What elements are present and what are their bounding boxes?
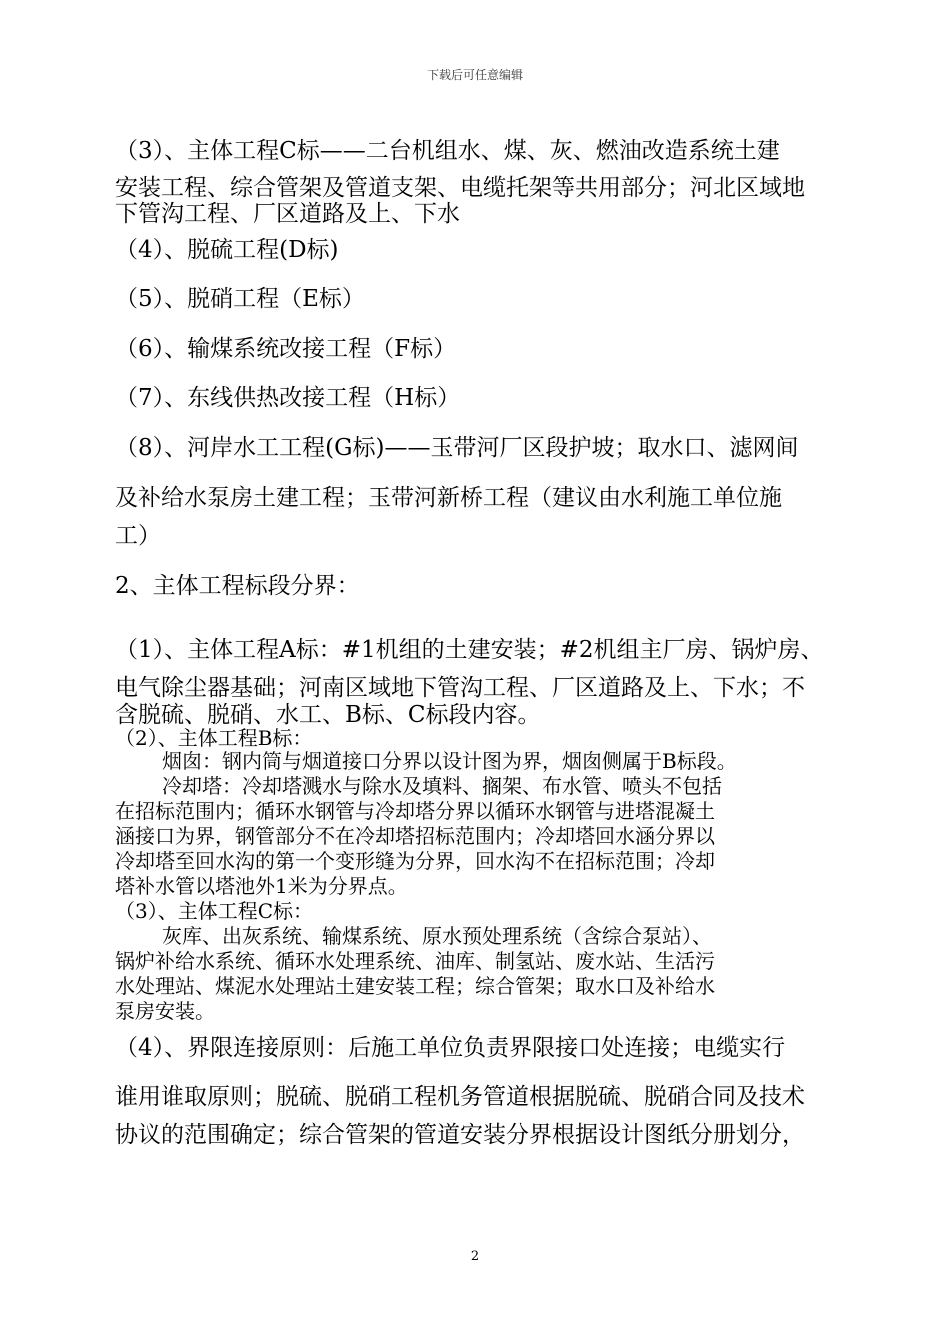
page-header: 下载后可任意编辑 (426, 68, 523, 82)
text-line: （4）、脱硫工程(D标) (115, 237, 339, 263)
page-number: 2 (470, 1249, 480, 1264)
text-line: 工） (115, 523, 161, 549)
text-line: 协议的范围确定；综合管架的管道安装分界根据设计图纸分册划分， (115, 1122, 805, 1148)
text-line: （4）、界限连接原则：后施工单位负责界限接口处连接；电缆实行 (115, 1035, 786, 1061)
text-line: （3）、主体工程C标——二台机组水、煤、灰、燃油改造系统土建 (115, 138, 780, 164)
text-line: （3）、主体工程C标： (115, 899, 314, 923)
text-line: （6）、输煤系统改接工程（F标） (115, 336, 457, 362)
text-line: 冷却塔至回水沟的第一个变形缝为分界，回水沟不在招标范围；冷却 (115, 849, 715, 873)
text-line: （8）、河岸水工工程(G标)——玉带河厂区段护坡；取水口、滤网间 (115, 435, 799, 461)
text-line: 冷却塔：冷却塔溅水与除水及填料、搁架、布水管、喷头不包括 (162, 774, 722, 798)
text-line: （2）、主体工程B标： (115, 726, 313, 750)
text-line: 塔补水管以塔池外1米为分界点。 (115, 874, 408, 898)
text-line: 电气除尘器基础；河南区域地下管沟工程、厂区道路及上、下水；不 (115, 675, 805, 701)
text-line: 烟囱：钢内筒与烟道接口分界以设计图为界，烟囱侧属于B标段。 (162, 749, 737, 773)
text-line: 谁用谁取原则；脱硫、脱硝工程机务管道根据脱硫、脱硝合同及技术 (115, 1084, 805, 1110)
text-line: 锅炉补给水系统、循环水处理系统、油库、制氢站、废水站、生活污 (115, 949, 715, 973)
text-line: 含脱硫、脱硝、水工、B标、C标段内容。 (115, 702, 541, 728)
text-line: （5）、脱硝工程（E标） (115, 286, 365, 312)
text-line: 下管沟工程、厂区道路及上、下水 (115, 201, 460, 227)
text-line: 涵接口为界，钢管部分不在冷却塔招标范围内；冷却塔回水涵分界以 (115, 824, 715, 848)
text-line: 及补给水泵房土建工程；玉带河新桥工程（建议由水利施工单位施 (115, 485, 782, 511)
text-line: 灰库、出灰系统、输煤系统、原水预处理系统（含综合泵站）、 (162, 924, 712, 948)
text-line: （1）、主体工程A标：#1机组的土建安装；#2机组主厂房、锅炉房、 (115, 637, 824, 663)
text-line: 水处理站、煤泥水处理站土建安装工程；综合管架；取水口及补给水 (115, 974, 715, 998)
text-line: （7）、东线供热改接工程（H标） (115, 385, 461, 411)
text-line: 安装工程、综合管架及管道支架、电缆托架等共用部分；河北区域地 (115, 175, 805, 201)
section-heading: 2、主体工程标段分界： (115, 573, 360, 599)
text-line: 在招标范围内；循环水钢管与冷却塔分界以循环水钢管与进塔混凝土 (115, 799, 715, 823)
text-line: 泵房安装。 (115, 999, 215, 1023)
